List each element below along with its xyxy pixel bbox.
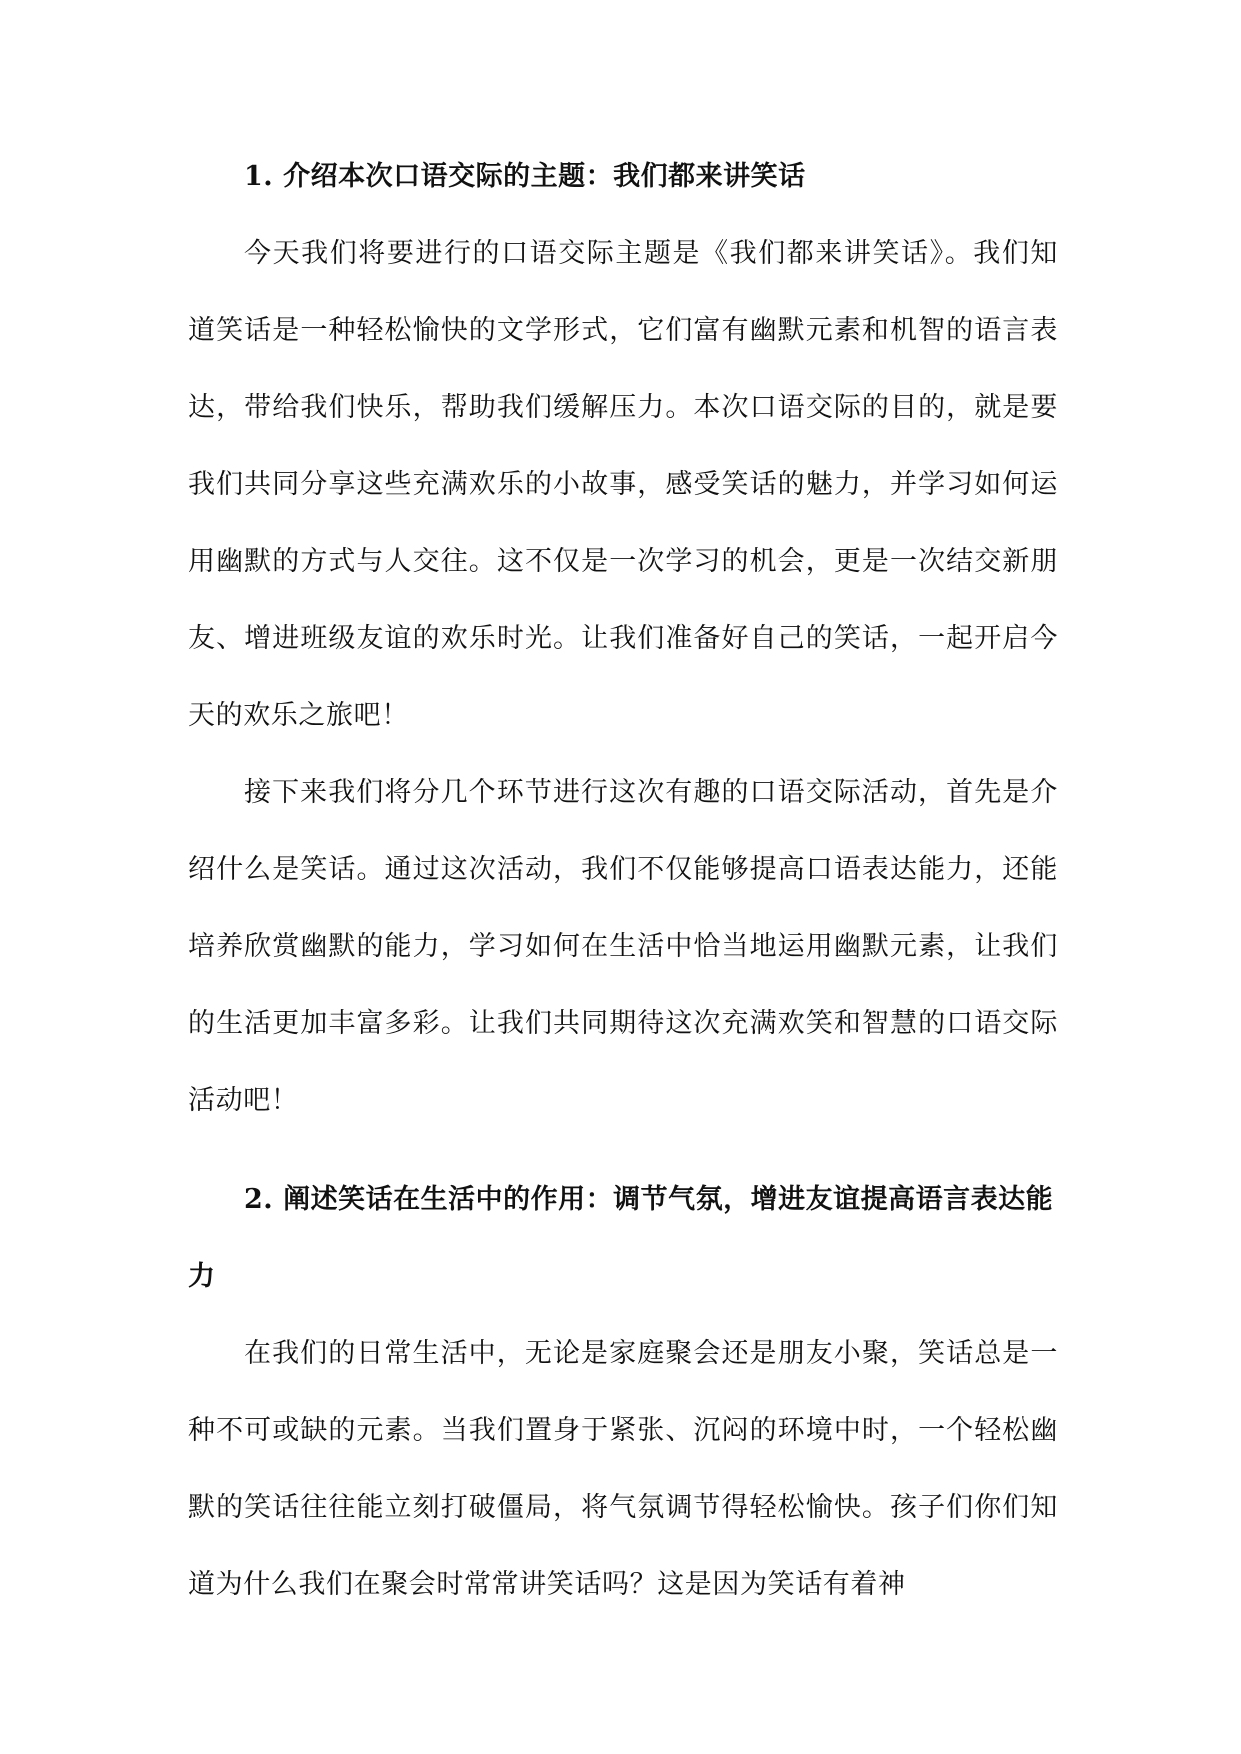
paragraph-1-2: 接下来我们将分几个环节进行这次有趣的口语交际活动，首先是介绍什么是笑话。通过这次活动，我们不仅能够提高口语表达能力，还能培养欣赏幽默的能力，学习如何在生活中恰当地运用幽默元素，让我们的生活更加丰富多彩。让我们共同期待这次充满欢笑和智慧的口语交际活动吧！ — [188, 777, 1058, 1116]
section-heading-2: 2. 阐述笑话在生活中的作用：调节气氛，增进友谊提高语言表达能力 — [188, 1184, 1054, 1292]
paragraph-1-1: 今天我们将要进行的口语交际主题是《我们都来讲笑话》。我们知道笑话是一种轻松愉快的文学形式，它们富有幽默元素和机智的语言表达，带给我们快乐，帮助我们缓解压力。本次口语交际的目的，就是要我们共同分享这些充满欢乐的小故事，感受笑话的魅力，并学习如何运用幽默的方式与人交往。这不仅是一次学习的机会，更是一次结交新朋友、增进班级友谊的欢乐时光。让我们准备好自己的笑话，一起开启今天的欢乐之旅吧！ — [188, 238, 1058, 731]
paragraph-2-1: 在我们的日常生活中，无论是家庭聚会还是朋友小聚，笑话总是一种不可或缺的元素。当我们置身于紧张、沉闷的环境中时，一个轻松幽默的笑话往往能立刻打破僵局，将气氛调节得轻松愉快。孩子们你们知道为什么我们在聚会时常常讲笑话吗？这是因为笑话有着神 — [188, 1338, 1058, 1600]
section-heading-1: 1. 介绍本次口语交际的主题：我们都来讲笑话 — [244, 161, 806, 192]
document-page — [188, 130, 1058, 1623]
